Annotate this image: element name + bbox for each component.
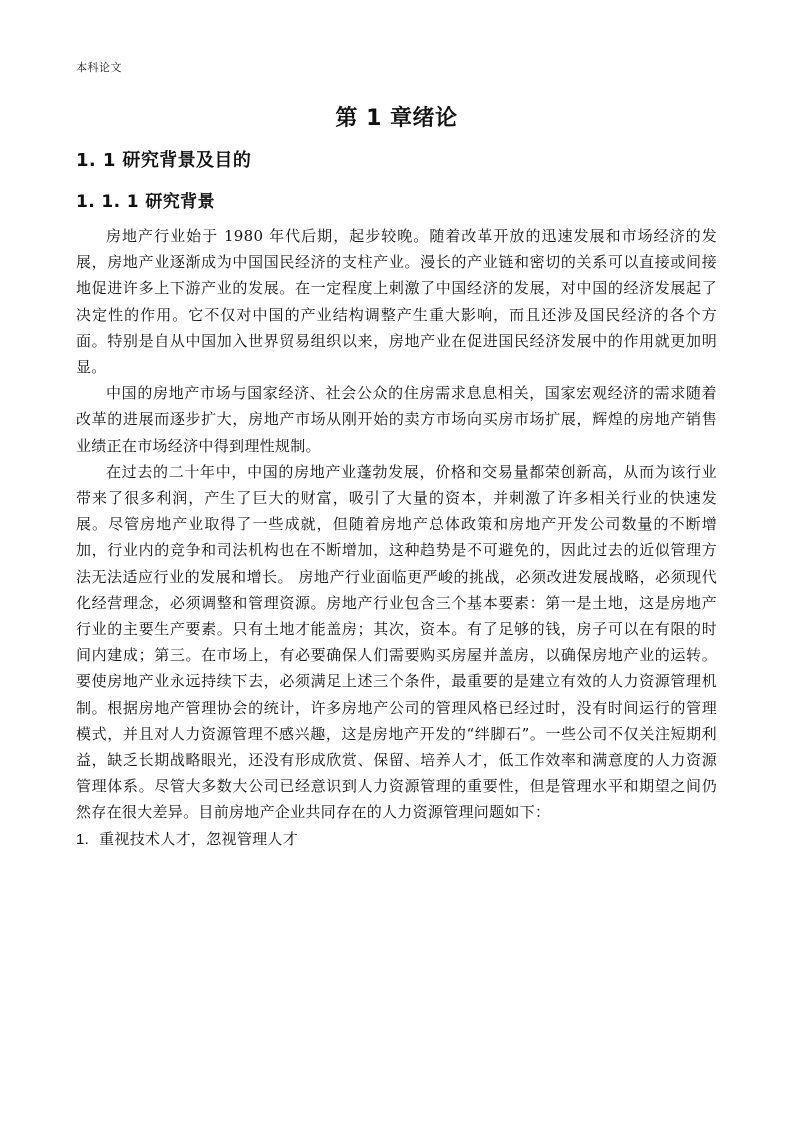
running-header: 本科论文: [76, 61, 122, 74]
chapter-title: 第 1 章绪论: [335, 106, 458, 131]
paragraph: 在过去的二十年中，中国的房地产业蓬勃发展，价格和交易量都荣创新高，从而为该行业带来了很多利润，产生了巨大的财富，吸引了大量的资本，并刺激了许多相关行业的快速发展。尽管房地产业取得了一些成就，但随着房地产总体政策和房地产开发公司数量的不断增加，行业内的竞争和司法机构也在不断增加，这种趋势是不可避免的，因此过去的近似管理方法无法适应行业的发展和增长。 房地产行业面临更严峻的挑战，必须改进发展战略，必须现代化经营理念，必须调整和管理资源。房地产行业包含三个基本要素：第一是土地，这是房地产行业的主要生产要素。只有土地才能盖房；其次，资本。有了足够的钱，房子可以在有限的时间内建成；第三。在市场上，有必要确保人们需要购买房屋并盖房，以确保房地产业的运转。要使房地产业永远持续下去，必须满足上述三个条件，最重要的是建立有效的人力资源管理机制。根据房地产管理协会的统计，许多房地产公司的管理风格已经过时，没有时间运行的管理模式，并且对人力资源管理不感兴趣，这是房地产开发的“绊脚石”。一些公司不仅关注短期利益，缺乏长期战略眼光，还没有形成欣赏、保留、培养人才，低工作效率和满意度的人力资源管理体系。尽管大多数大公司已经意识到人力资源管理的重要性，但是管理水平和期望之间仍然存在很大差异。目前房地产企业共同存在的人力资源管理问题如下：: [76, 462, 717, 822]
list-item: [76, 826, 717, 853]
paragraph: 中国的房地产市场与国家经济、社会公众的住房需求息息相关，国家宏观经济的需求随着改革的进展而逐步扩大，房地产市场从刚开始的卖方市场向买房市场扩展，辉煌的房地产销售业绩正在市场经济中得到理性规制。: [76, 384, 717, 455]
subsection-title: 1. 1. 1 研究背景: [76, 192, 215, 212]
list-item-text: 重视技术人才，忽视管理人才: [99, 829, 299, 848]
body-text: [76, 223, 717, 853]
list-item-number: 1.: [76, 830, 90, 848]
section-title: 1. 1 研究背景及目的: [76, 150, 252, 171]
paragraph: 房地产行业始于 1980 年代后期，起步较晚。随着改革开放的迅速发展和市场经济的发展，房地产业逐渐成为中国国民经济的支柱产业。漫长的产业链和密切的关系可以直接或间接地促进许多上下游产业的发展。在一定程度上刺激了中国经济的发展，对中国的经济发展起了决定性的作用。它不仅对中国的产业结构调整产生重大影响，而且还涉及国民经济的各个方面。特别是自从中国加入世界贸易组织以来，房地产业在促进国民经济发展中的作用就更加明显。: [76, 227, 717, 377]
